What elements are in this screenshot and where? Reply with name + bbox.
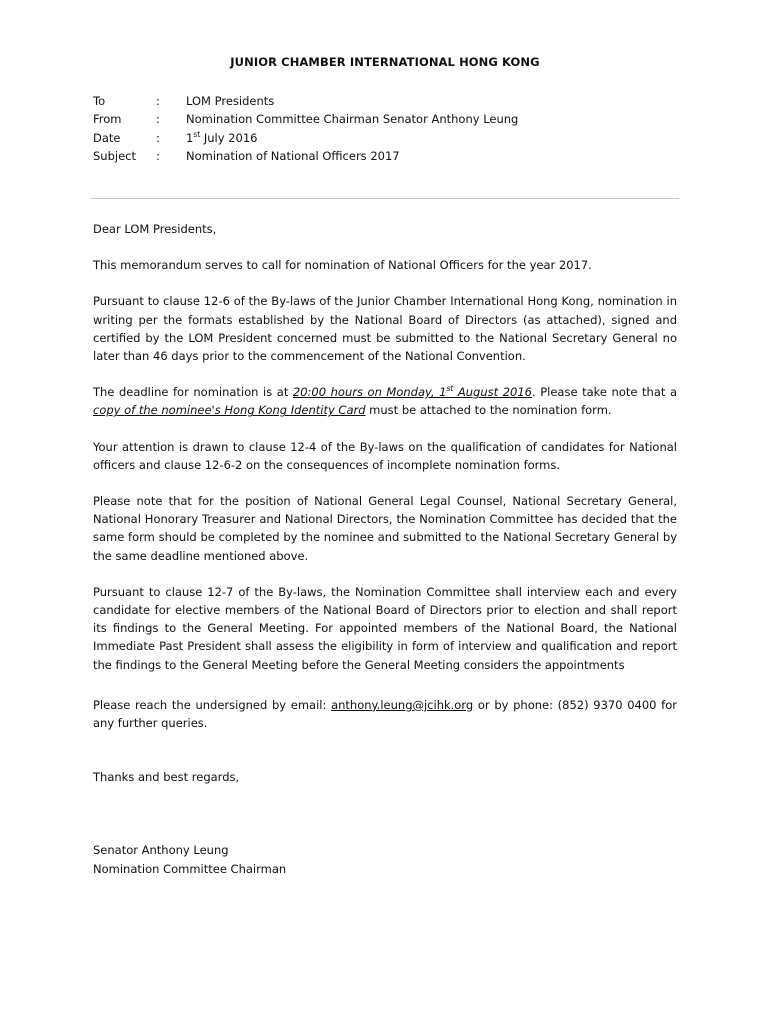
- document-title: JUNIOR CHAMBER INTERNATIONAL HONG KONG: [230, 55, 540, 69]
- email-link[interactable]: anthony.leung@jcihk.org: [331, 697, 474, 712]
- paragraph-contact: [93, 696, 677, 732]
- header-divider: [91, 198, 679, 199]
- colon: :: [156, 149, 160, 164]
- contact-text-a: Please reach the undersigned by email:: [93, 697, 332, 712]
- paragraph-clause-12-4: Your attention is drawn to clause 12-4 of the By-laws on the qualification of candidates for National officers and clause 12-6-2 on the consequences of incomplete nomination forms.: [93, 439, 677, 472]
- to-label: To: [93, 94, 106, 108]
- header-row-from: [93, 110, 518, 128]
- deadline-text-b: . Please take note that a: [531, 385, 677, 400]
- paragraph-deadline: [93, 383, 677, 419]
- colon: :: [156, 130, 160, 145]
- signature-title: Nomination Committee Chairman: [93, 861, 287, 876]
- memo-body: [93, 220, 677, 878]
- from-label: From: [93, 112, 122, 127]
- deadline-date: [293, 385, 532, 399]
- contact-text-b: or by phone: (852) 9370 0400 for any further queries.: [93, 697, 677, 731]
- paragraph-clause-12-6: Pursuant to clause 12-6 of the By-laws of the Junior Chamber International Hong Kong, nomination in writing per the formats established by the National Board of Directors (as attached), signed and certified by the LOM President concerned must be submitted to the National Secretary General no later than 46 days prior to the commencement of the National Convention.: [93, 294, 677, 364]
- header-row-to: [93, 92, 518, 110]
- deadline-date-suffix: st: [446, 384, 454, 394]
- date-rest: July 2016: [200, 130, 258, 145]
- date-suffix: st: [193, 129, 201, 139]
- header-row-subject: [93, 147, 518, 165]
- header-row-date: [93, 129, 518, 147]
- deadline-date-main: 20:00 hours on Monday, 1: [292, 385, 447, 400]
- paragraph-clause-12-7: Pursuant to clause 12-7 of the By-laws, the Nomination Committee shall interview each and every candidate for elective members of the National Board of Directors prior to election and shall report its findings to the General Meeting. For appointed members of the National Board, the National Immediate Past President shall assess the eligibility in form of interview and qualification and report the findings to the General Meeting before the General Meeting considers the appointments: [93, 584, 677, 672]
- paragraph-purpose: This memorandum serves to call for nomination of National Officers for the year 2017.: [93, 258, 592, 273]
- subject-value: Nomination of National Officers 2017: [186, 149, 400, 164]
- colon: :: [156, 112, 160, 127]
- id-card-note: copy of the nominee's Hong Kong Identity Card: [93, 403, 366, 418]
- memo-header: [93, 92, 518, 166]
- deadline-text-c: must be attached to the nomination form.: [365, 403, 612, 418]
- greeting: Dear LOM Presidents,: [93, 222, 217, 236]
- deadline-text-a: The deadline for nomination is at: [93, 385, 293, 400]
- from-value: Nomination Committee Chairman Senator Anthony Leung: [186, 112, 519, 127]
- subject-label: Subject: [93, 149, 136, 164]
- to-value: LOM Presidents: [186, 94, 275, 108]
- signature-name: Senator Anthony Leung: [93, 843, 229, 858]
- closing: Thanks and best regards,: [93, 770, 240, 785]
- date-value: [186, 131, 257, 145]
- paragraph-national-positions: Please note that for the position of National General Legal Counsel, National Secretary General, National Honorary Treasurer and National Directors, the Nomination Committee has decided that the same form should be completed by the nominee and submitted to the National Secretary General by the same deadline mentioned above.: [93, 494, 677, 563]
- colon: :: [156, 94, 160, 108]
- date-label: Date: [93, 130, 121, 145]
- date-day: 1: [186, 130, 194, 145]
- deadline-date-month: August 2016: [453, 385, 532, 400]
